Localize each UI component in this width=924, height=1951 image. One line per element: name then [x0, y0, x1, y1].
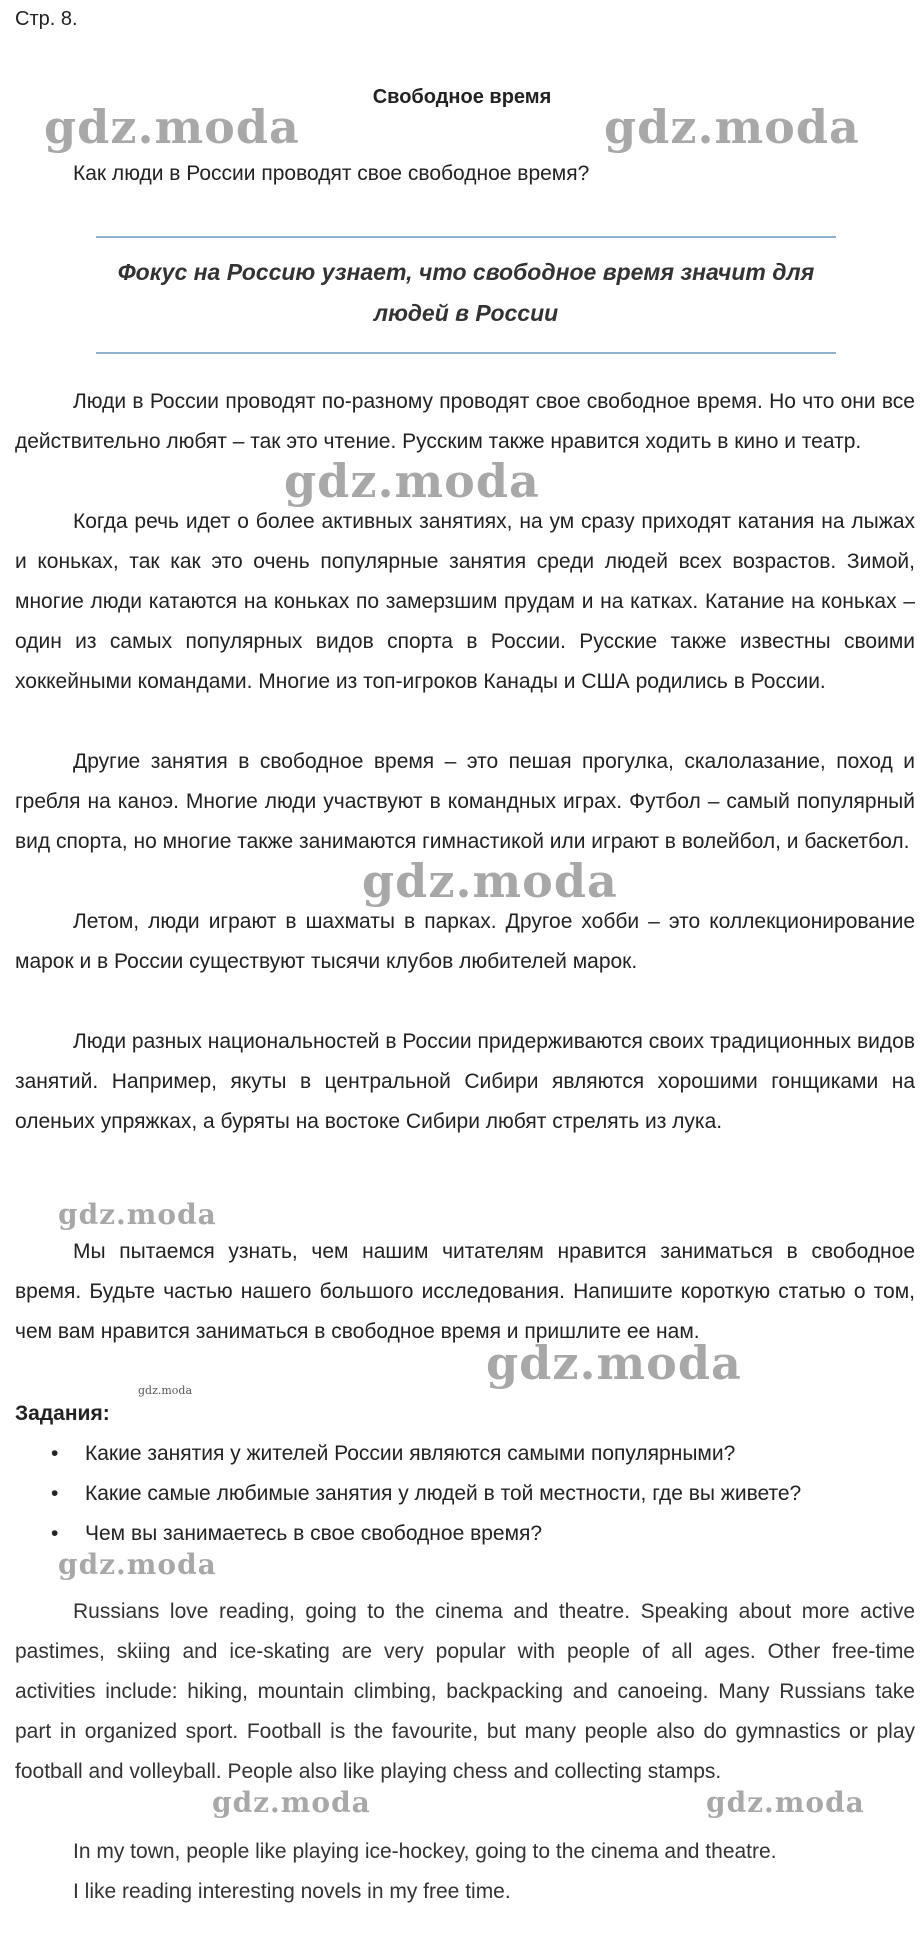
tasks-list — [15, 1434, 915, 1554]
task-text: Чем вы занимаетесь в свое свободное время? — [85, 1522, 543, 1545]
bullet-icon: • — [51, 1442, 59, 1465]
paragraph-3: Другие занятия в свободное время – это пешая прогулка, скалолазание, поход и гребля на каноэ. Многие люди участвуют в командных играх. Футбол – самый популярный вид спорта, но многие также занимаются гимнастикой или играют в волейбол, и баскетбол. — [15, 750, 915, 853]
task-item — [15, 1474, 915, 1514]
divider-top — [96, 236, 836, 238]
watermark: gdz.moda — [138, 1384, 193, 1397]
bullet-icon: • — [51, 1522, 59, 1545]
paragraph-1: Люди в России проводят по-разному проводят свое свободное время. Но что они все действительно любят – так это чтение. Русским также нравится ходить в кино и театр. — [15, 390, 915, 453]
page-number: Стр. 8. — [15, 8, 78, 30]
bullet-icon: • — [51, 1482, 59, 1505]
answer-paragraph-2: In my town, people like playing ice-hockey, going to the cinema and theatre. — [73, 1840, 777, 1863]
watermark: gdz.moda — [706, 1786, 865, 1819]
paragraph-2: Когда речь идет о более активных занятиях, на ум сразу приходят катания на лыжах и коньках, так как это очень популярные занятия среди людей всех возрастов. Зимой, многие люди катаются на коньках по замерзшим прудам и на катках. Катание на коньках – один из самых популярных видов спорта в России. Русские также известны своими хоккейными командами. Многие из топ-игроков Канады и США родились в России. — [15, 510, 915, 693]
watermark: gdz.moda — [44, 100, 300, 154]
watermark: gdz.moda — [362, 854, 618, 908]
divider-bottom — [96, 352, 836, 354]
paragraph-6: Мы пытаемся узнать, чем нашим читателям нравится заниматься в свободное время. Будьте частью нашего большого исследования. Напишите короткую статью о том, чем вам нравится заниматься в свободное время и пришлите ее нам. — [15, 1240, 915, 1343]
answer-paragraph-1: Russians love reading, going to the cinema and theatre. Speaking about more active pastimes, skiing and ice-skating are very popular with people of all ages. Other free-time activities include: hiking, mountain climbing, backpacking and canoeing. Many Russians take part in organized sport. Football is the favourite, but many people also do gymnastics or play football and volleyball. People also like playing chess and collecting stamps. — [15, 1600, 915, 1783]
task-text: Какие самые любимые занятия у людей в той местности, где вы живете? — [85, 1482, 802, 1505]
watermark: gdz.moda — [58, 1198, 217, 1231]
answer-paragraph-3: I like reading interesting novels in my free time. — [73, 1880, 511, 1903]
task-text: Какие занятия у жителей России являются самыми популярными? — [85, 1442, 736, 1465]
intro-question: Как люди в России проводят свое свободное время? — [73, 162, 590, 185]
task-item — [15, 1434, 915, 1474]
tasks-heading: Задания: — [15, 1402, 110, 1425]
focus-heading: Фокус на Россию узнает, что свободное время значит для людей в России — [117, 259, 815, 326]
watermark: gdz.moda — [604, 100, 860, 154]
paragraph-4: Летом, люди играют в шахматы в парках. Другое хобби – это коллекционирование марок и в России существуют тысячи клубов любителей марок. — [15, 910, 915, 973]
paragraph-5: Люди разных национальностей в России придерживаются своих традиционных видов занятий. Например, якуты в центральной Сибири являются хорошими гонщиками на оленьих упряжках, а буряты на востоке Сибири любят стрелять из лука. — [15, 1030, 915, 1133]
watermark: gdz.moda — [284, 454, 540, 508]
watermark: gdz.moda — [58, 1548, 217, 1581]
watermark: gdz.moda — [212, 1786, 371, 1819]
watermark: gdz.moda — [486, 1336, 742, 1390]
page-title: Свободное время — [372, 86, 552, 108]
